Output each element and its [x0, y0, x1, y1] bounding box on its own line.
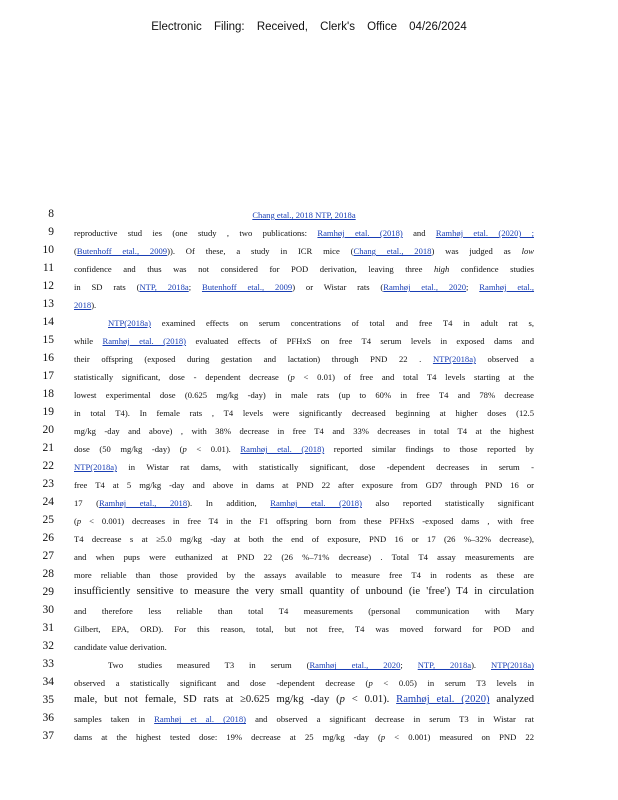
citation-link[interactable]: NTP(2018a) [108, 318, 151, 329]
line-text [74, 264, 534, 274]
text-run: < 0.001) decreases in free T4 in the F1 offspring born from these PFHxS -exposed dams , with free [81, 516, 534, 527]
line-text [74, 228, 534, 238]
citation-link[interactable]: Chang etal., 2018 [353, 246, 432, 257]
italic-text: low [521, 246, 534, 257]
text-run: Gilbert, EPA, ORD). For this reason, total, but not free, T4 was moved forward for POD and [74, 624, 534, 635]
document-line [0, 207, 618, 225]
document-line [0, 729, 618, 747]
text-run: T4 decrease s at ≥5.0 mg/kg -day at both the end of exposure, PND 16 or 17 (26 %–32% decrease), [74, 534, 534, 545]
document-line [0, 459, 618, 477]
text-run: examined effects on serum concentrations of total and free T4 in adult rat s, [150, 318, 534, 329]
text-run: observed a statistically significant and dose -dependent decrease ( [74, 678, 369, 689]
line-text [74, 570, 534, 580]
text-run: ; [466, 282, 480, 293]
document-line [0, 261, 618, 279]
text-run: evaluated effects of PFHxS on free T4 serum levels in exposed dams and [186, 336, 534, 347]
document-line [0, 387, 618, 405]
line-text [74, 300, 534, 310]
document-line [0, 369, 618, 387]
document-line [0, 495, 618, 513]
text-run: < 0.001) measured on PND 22 [385, 732, 534, 743]
line-number: 19 [42, 406, 54, 419]
line-text [74, 660, 534, 670]
line-text [74, 678, 534, 688]
italic-text: p [290, 372, 295, 383]
document-line [0, 423, 618, 441]
line-text [74, 586, 534, 597]
text-run: ( [74, 246, 77, 257]
document-line [0, 225, 618, 243]
line-number: 20 [42, 424, 54, 437]
citation-link[interactable]: 2018 [74, 300, 92, 311]
document-line [0, 351, 618, 369]
text-run: reported similar findings to those reported by [324, 444, 534, 455]
text-run: samples taken in [74, 714, 155, 725]
line-text [74, 714, 534, 724]
text-run: ) was judged as [431, 246, 522, 257]
text-run: free T4 at 5 mg/kg -day and above in dams at PND 22 after exposure from GD7 through PND 16 or [74, 480, 534, 491]
text-run: their offspring (exposed during gestation and lactation) through PND 22 . [74, 354, 433, 365]
line-number: 25 [42, 514, 54, 527]
line-text [74, 624, 534, 634]
document-line [0, 531, 618, 549]
line-text [74, 498, 534, 508]
citation-link[interactable]: Ramhøj etal., [479, 282, 535, 293]
citation-link[interactable]: NTP(2018a) [74, 462, 117, 473]
line-number: 14 [42, 316, 54, 329]
line-text [74, 318, 534, 328]
citation-link[interactable]: Ramhøj et al. (2018) [154, 714, 247, 725]
document-line [0, 549, 618, 567]
line-number: 10 [42, 244, 54, 257]
citation-link[interactable]: Ramhøj etal. (2018) [240, 444, 325, 455]
citation-link[interactable]: Ramhøj etal. (2020) [396, 694, 490, 706]
document-line [0, 621, 618, 639]
document-body [0, 207, 618, 747]
text-run: ). [471, 660, 491, 671]
text-run: < 0.01). [344, 694, 397, 706]
line-number: 35 [42, 694, 54, 707]
citation-link[interactable]: Ramhøj etal. (2018) [270, 498, 362, 509]
line-number: 27 [42, 550, 54, 563]
line-text [74, 462, 534, 472]
text-run: while [74, 336, 103, 347]
document-line [0, 585, 618, 603]
italic-text: p [182, 444, 187, 455]
line-number: 12 [42, 280, 54, 293]
filing-header: Electronic Filing: Received, Clerk's Office 04/26/2024 [151, 21, 467, 33]
line-number: 18 [42, 388, 54, 401]
document-line [0, 693, 618, 711]
line-number: 8 [48, 208, 54, 220]
text-run: Two studies measured T3 in serum ( [108, 660, 310, 671]
text-run: in total T4). In female rats , T4 levels were significantly decreased beginning at higher doses (12.5 [74, 408, 534, 419]
line-number: 11 [42, 262, 54, 275]
italic-text: p [76, 516, 82, 527]
citation-link[interactable]: NTP, 2018a [417, 660, 472, 671]
document-line [0, 297, 618, 315]
line-text [74, 732, 534, 742]
text-run: reproductive stud ies (one study , two publications: [74, 228, 318, 239]
line-number: 17 [42, 370, 54, 383]
line-text [74, 606, 534, 616]
citation-link[interactable]: NTP, 2018a [139, 282, 189, 293]
text-run: insufficiently sensitive to measure the very small quantity of unbound (ie 'free') T4 in circulation [74, 586, 534, 598]
line-number: 30 [42, 604, 54, 617]
text-run: dams at the highest tested dose: 19% decrease at 25 mg/kg -day ( [74, 732, 381, 743]
citation-link[interactable]: Ramhøj etal., 2018 [98, 498, 188, 509]
citation-link[interactable]: NTP(2018a) [432, 354, 476, 365]
text-run: in SD rats ( [74, 282, 140, 293]
line-text [74, 390, 534, 400]
document-line [0, 567, 618, 585]
line-number: 9 [48, 226, 54, 239]
text-run: and therefore less reliable than total T4 measurements (personal communication with Mary [74, 606, 534, 617]
text-run: more reliable than those provided by the assays available to measure free T4 in rodents as these are [74, 570, 534, 581]
italic-text: high [433, 264, 450, 275]
text-run: 17 ( [74, 498, 99, 509]
document-line [0, 657, 618, 675]
text-run: lowest experimental dose (0.625 mg/kg -day) in male rats (up to 60% in free T4 and 78% decrease [74, 390, 534, 401]
line-text [74, 444, 534, 454]
document-line [0, 441, 618, 459]
line-number: 24 [42, 496, 54, 509]
line-number: 15 [42, 334, 54, 347]
line-text [74, 408, 534, 418]
citation-link[interactable]: Ramhøj etal. (2018) [317, 228, 403, 239]
line-text [74, 426, 534, 436]
line-text [74, 210, 534, 220]
document-line [0, 513, 618, 531]
citation-link[interactable]: Ramhøj etal., 2020 [383, 282, 467, 293]
line-text [74, 480, 534, 490]
line-text [74, 642, 534, 652]
text-run: observed a [475, 354, 534, 365]
line-number: 13 [42, 298, 54, 311]
text-run: ; [400, 660, 418, 671]
text-run: candidate value derivation. [74, 642, 167, 653]
citation-link[interactable]: Ramhøj etal. (2020) ; [435, 228, 534, 239]
line-number: 36 [42, 712, 54, 725]
italic-text: p [368, 678, 373, 689]
citation-link[interactable]: NTP(2018a) [491, 660, 534, 671]
document-line [0, 675, 618, 693]
line-number: 32 [42, 640, 54, 653]
text-run: )). Of these, a study in ICR mice ( [167, 246, 354, 257]
line-text [74, 354, 534, 364]
text-run: confidence and thus was not considered for POD derivation, leaving three [74, 264, 434, 275]
line-number: 29 [42, 586, 54, 599]
citation-link[interactable]: Chang etal., 2018 NTP, 2018a [252, 210, 356, 220]
text-run: ) or Wistar rats ( [292, 282, 384, 293]
text-run: and [402, 228, 436, 239]
line-text [74, 534, 534, 544]
text-run: in Wistar rat dams, with statistically significant, dose -dependent decreases in serum - [116, 462, 534, 473]
document-line [0, 603, 618, 621]
text-run: and observed a significant decrease in serum T3 in Wistar rat [246, 714, 534, 725]
document-line [0, 477, 618, 495]
text-run: analyzed [489, 694, 534, 706]
document-line [0, 315, 618, 333]
document-line [0, 711, 618, 729]
document-line [0, 333, 618, 351]
line-number: 37 [42, 730, 54, 743]
line-number: 22 [42, 460, 54, 473]
text-run: < 0.05) in serum T3 levels in [372, 678, 535, 689]
text-run: dose (50 mg/kg -day) ( [74, 444, 183, 455]
line-number: 23 [42, 478, 54, 491]
line-number: 28 [42, 568, 54, 581]
document-line [0, 243, 618, 261]
text-run: mg/kg -day and above) , with 38% decrease in free T4 and 33% decreases in total T4 at the highest [74, 426, 534, 437]
citation-link[interactable]: Butenhoff etal., 2009 [201, 282, 293, 293]
line-text [74, 246, 534, 256]
line-text [74, 336, 534, 346]
line-number: 26 [42, 532, 54, 545]
line-number: 34 [42, 676, 54, 689]
line-number: 16 [42, 352, 54, 365]
text-run: and when pups were euthanized at PND 22 (26 %–71% decrease) . Total T4 assay measurements are [74, 552, 534, 563]
citation-link[interactable]: Ramhøj etal. (2018) [102, 336, 187, 347]
italic-text: p [339, 694, 345, 706]
line-number: 33 [42, 658, 54, 671]
line-text [74, 516, 534, 526]
line-text [74, 694, 534, 705]
text-run: male, but not female, SD rats at ≥0.625 mg/kg -day ( [74, 694, 340, 706]
text-run: statistically significant, dose - dependent decrease ( [74, 372, 291, 383]
text-run: ; [188, 282, 202, 293]
line-text [74, 282, 534, 292]
text-run: < 0.01). [186, 444, 241, 455]
text-run: ). [91, 300, 97, 311]
italic-text: p [380, 732, 386, 743]
text-run: ( [74, 516, 77, 527]
citation-link[interactable]: Butenhoff etal., 2009 [76, 246, 168, 257]
document-line [0, 405, 618, 423]
line-number: 31 [42, 622, 54, 635]
document-line [0, 639, 618, 657]
document-line [0, 279, 618, 297]
line-text [74, 552, 534, 562]
line-text [74, 372, 534, 382]
text-run: confidence studies [449, 264, 534, 275]
citation-link[interactable]: Ramhøj etal., 2020 [309, 660, 401, 671]
line-number: 21 [42, 442, 54, 455]
text-run: also reported statistically significant [361, 498, 534, 509]
text-run: < 0.01) of free and total T4 levels starting at the [294, 372, 534, 383]
text-run: ). In addition, [187, 498, 271, 509]
